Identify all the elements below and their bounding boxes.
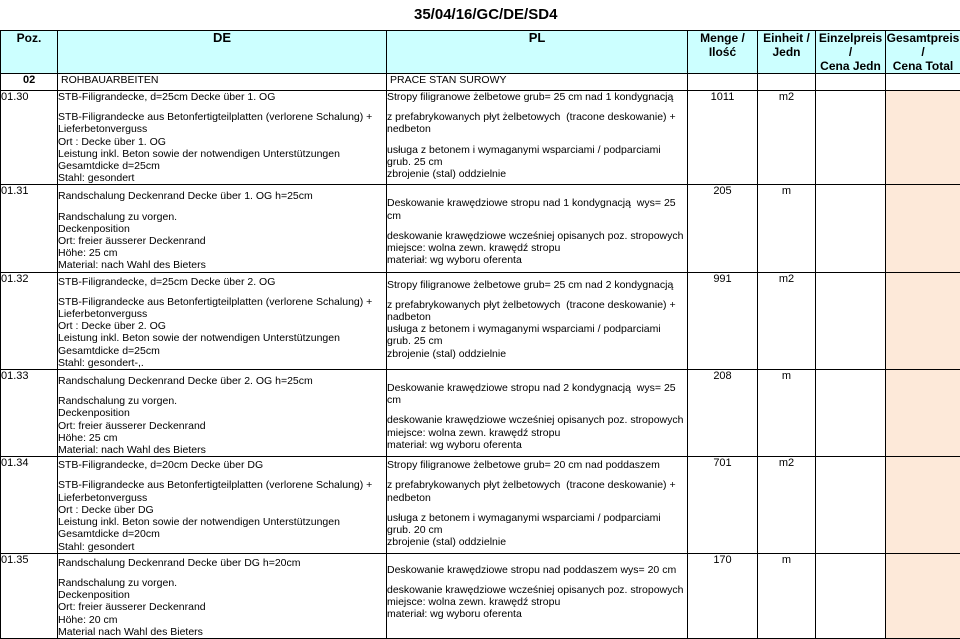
row-poz: 01.31 <box>1 185 58 272</box>
row-quantity: 991 <box>688 272 758 369</box>
row-poz: 01.34 <box>1 457 58 553</box>
row-description-de: STB-Filigrandecke, d=25cm Decke über 2. OG STB-Filigrandecke aus Betonfertigteilplatten (verlorene Schalung) + Lieferbetonverguss Ort : Decke über 2. OG Leistung inkl. Beton sowie der notwendigen Unterstützungen Gesamtdicke d=25cm Stahl: gesondert-,. <box>58 272 387 369</box>
section-pl: PRACE STAN SUROWY <box>387 74 688 91</box>
row-description-de: Randschalung Deckenrand Decke über DG h=20cm Randschalung zu vorgen. Deckenposition Ort: freier äusserer Deckenrand Höhe: 20 cm Material nach Wahl des Bieters <box>58 553 387 638</box>
table-row <box>1 272 960 369</box>
row-description-pl: Stropy filigranowe żelbetowe grub= 20 cm nad poddaszem z prefabrykowanych płyt żelbetowych (tracone deskowanie) + nedbeton usługa z betonem i wymaganymi wsparciami / podparciami grub. 20 cm zbrojenie (stal) oddzielnie <box>387 457 688 553</box>
section-empty-total <box>886 74 960 91</box>
row-quantity: 208 <box>688 370 758 457</box>
row-poz: 01.33 <box>1 370 58 457</box>
row-description-de: Randschalung Deckenrand Decke über 1. OG h=25cm Randschalung zu vorgen. Deckenposition Ort: freier äusserer Deckenrand Höhe: 25 cm Material: nach Wahl des Bieters <box>58 185 387 272</box>
section-empty-price <box>816 74 886 91</box>
row-unit-price[interactable] <box>816 553 886 638</box>
document-title: 35/04/16/GC/DE/SD4 <box>414 6 557 23</box>
row-total-price[interactable] <box>886 91 960 185</box>
row-description-pl: Deskowanie krawędziowe stropu nad poddaszem wys= 20 cm deskowanie krawędziowe wcześniej opisanych poz. stropowych miejsce: wolna zewn. krawędź stropu materiał: wg wyboru oferenta <box>387 553 688 638</box>
row-unit-price[interactable] <box>816 272 886 369</box>
row-total-price[interactable] <box>886 272 960 369</box>
header-menge: Menge / Ilość <box>688 31 758 74</box>
section-de: ROHBAUARBEITEN <box>58 74 387 91</box>
row-description-pl: Deskowanie krawędziowe stropu nad 2 kondygnacją wys= 25 cm deskowanie krawędziowe wcześniej opisanych poz. stropowych miejsce: wolna zewn. krawędź stropu materiał: wg wyboru oferenta <box>387 370 688 457</box>
row-unit: m2 <box>758 91 816 185</box>
table-row <box>1 457 960 553</box>
row-total-price[interactable] <box>886 370 960 457</box>
table-row <box>1 185 960 272</box>
row-quantity: 205 <box>688 185 758 272</box>
section-empty-unit <box>758 74 816 91</box>
table-row <box>1 91 960 185</box>
row-unit: m <box>758 553 816 638</box>
row-unit: m2 <box>758 457 816 553</box>
document-title-bar <box>0 0 960 31</box>
row-description-de: STB-Filigrandecke, d=25cm Decke über 1. OG STB-Filigrandecke aus Betonfertigteilplatten (verlorene Schalung) + Lieferbetonverguss Ort : Decke über 1. OG Leistung inkl. Beton sowie der notwendigen Unterstützungen Gesamtdicke d=25cm Stahl: gesondert <box>58 91 387 185</box>
section-code: 02 <box>1 74 58 91</box>
row-poz: 01.35 <box>1 553 58 638</box>
row-poz: 01.30 <box>1 91 58 185</box>
row-description-pl: Deskowanie krawędziowe stropu nad 1 kondygnacją wys= 25 cm deskowanie krawędziowe wcześniej opisanych poz. stropowych miejsce: wolna zewn. krawędź stropu materiał: wg wyboru oferenta <box>387 185 688 272</box>
row-quantity: 701 <box>688 457 758 553</box>
table-row <box>1 553 960 638</box>
row-unit-price[interactable] <box>816 457 886 553</box>
row-poz: 01.32 <box>1 272 58 369</box>
row-description-de: STB-Filigrandecke, d=20cm Decke über DG STB-Filigrandecke aus Betonfertigteilplatten (verlorene Schalung) + Lieferbetonverguss Ort : Decke über DG Leistung inkl. Beton sowie der notwendigen Unterstützungen Gesamtdicke d=20cm Stahl: gesondert <box>58 457 387 553</box>
section-empty-qty <box>688 74 758 91</box>
row-description-pl: Stropy filigranowe żelbetowe grub= 25 cm nad 2 kondygnacją z prefabrykowanych płyt żelbetowych (tracone deskowanie) + nadbeton usługa z betonem i wymaganymi wsparciami / podparciami grub. 25 cm zbrojenie (stal) oddzielnie <box>387 272 688 369</box>
row-total-price[interactable] <box>886 185 960 272</box>
price-table <box>0 30 960 639</box>
row-total-price[interactable] <box>886 457 960 553</box>
header-pl: PL <box>387 31 688 74</box>
row-total-price[interactable] <box>886 553 960 638</box>
row-unit-price[interactable] <box>816 91 886 185</box>
row-unit: m <box>758 370 816 457</box>
header-einzelpreis: Einzelpreis / Cena Jedn <box>816 31 886 74</box>
table-row <box>1 370 960 457</box>
header-row <box>1 31 960 74</box>
row-description-pl: Stropy filigranowe żelbetowe grub= 25 cm nad 1 kondygnacją z prefabrykowanych płyt żelbetowych (tracone deskowanie) + nedbeton usługa z betonem i wymaganymi wsparciami / podparciami grub. 25 cm zbrojenie (stal) oddzielnie <box>387 91 688 185</box>
header-gesamtpreis: Gesamtpreis / Cena Total <box>886 31 960 74</box>
header-de: DE <box>58 31 387 74</box>
row-unit: m2 <box>758 272 816 369</box>
row-unit-price[interactable] <box>816 370 886 457</box>
row-unit-price[interactable] <box>816 185 886 272</box>
row-quantity: 170 <box>688 553 758 638</box>
header-poz: Poz. <box>1 31 58 74</box>
header-einheit: Einheit / Jedn <box>758 31 816 74</box>
row-description-de: Randschalung Deckenrand Decke über 2. OG h=25cm Randschalung zu vorgen. Deckenposition Ort: freier äusserer Deckenrand Höhe: 25 cm Material: nach Wahl des Bieters <box>58 370 387 457</box>
row-quantity: 1011 <box>688 91 758 185</box>
section-row <box>1 74 960 91</box>
row-unit: m <box>758 185 816 272</box>
